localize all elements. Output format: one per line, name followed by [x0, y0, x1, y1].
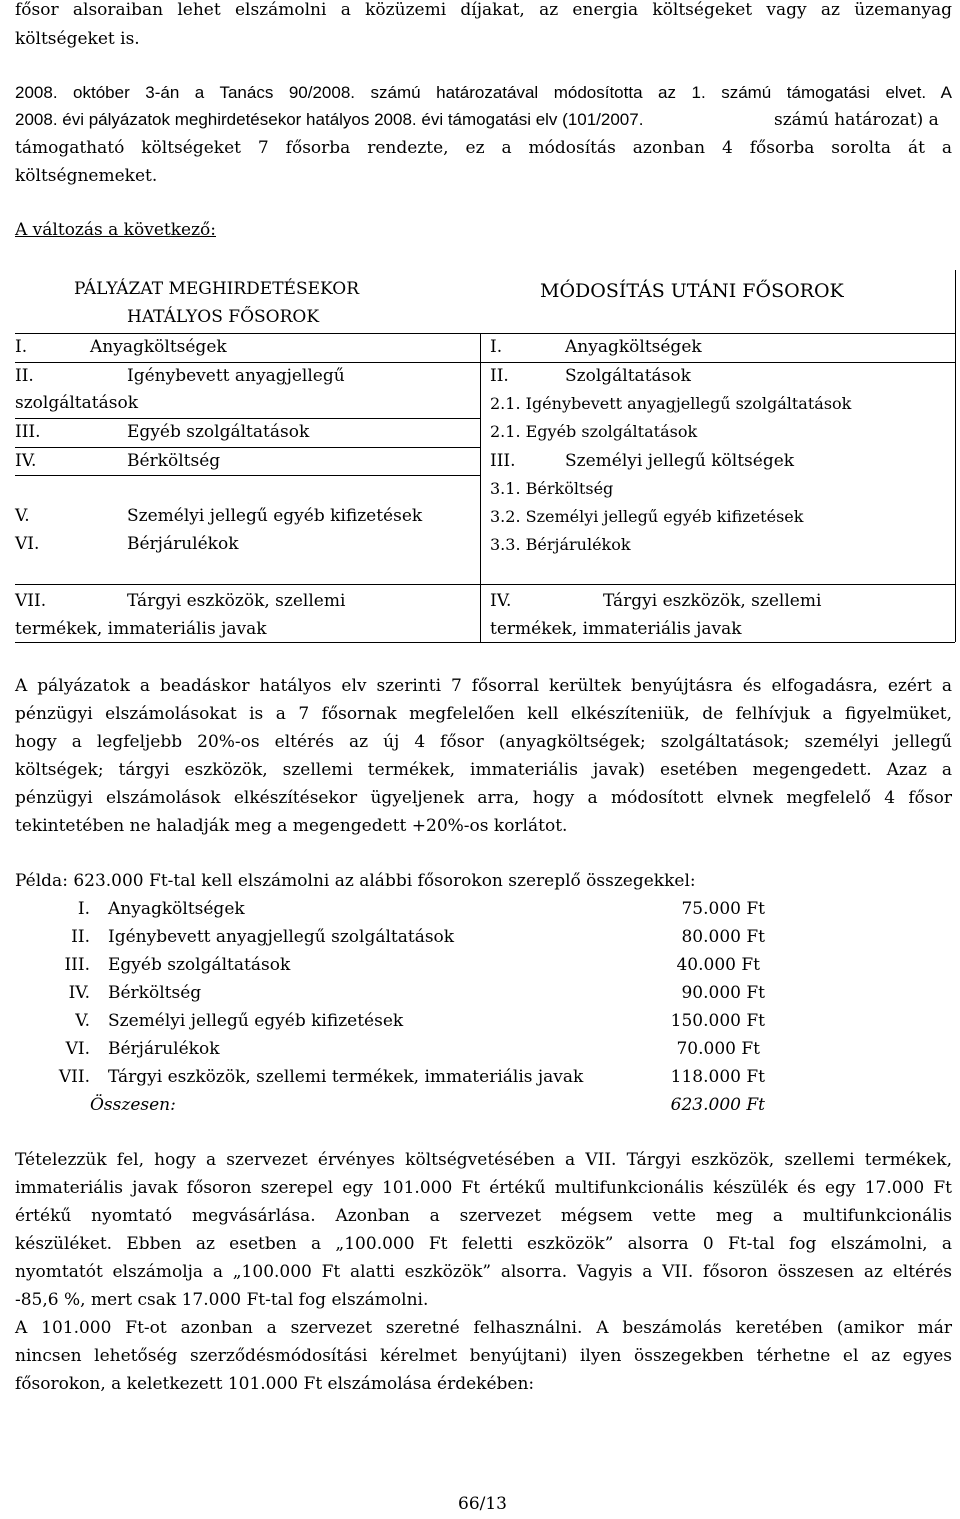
right-row-2-text: Szolgáltatások	[565, 366, 691, 386]
right-row-3-1: 3.1. Bérköltség	[490, 479, 614, 498]
left-header-line-2: HATÁLYOS FŐSOROK	[127, 307, 320, 327]
para2-line-1: 2008. október 3-án a Tanács 90/2008. számú határozatával módosította az 1. számú támogatási elvet. A	[15, 83, 952, 102]
para2-line-3: támogatható költségeket 7 fősorba rendezte, ez a módosítás azonban 4 fősorba sorolta át a	[15, 138, 952, 158]
example-row-label: Személyi jellegű egyéb kifizetések	[108, 1011, 404, 1031]
table-rule	[15, 642, 955, 643]
example-row-num: III.	[64, 955, 90, 975]
right-row-1-num: I.	[490, 337, 503, 357]
example-row-amount: 118.000 Ft	[670, 1067, 765, 1087]
para4-line: Tételezzük fel, hogy a szervezet érvényes költségvetésében a VII. Tárgyi eszközök, szellemi termékek,	[15, 1150, 952, 1170]
example-row-amount: 90.000 Ft	[681, 983, 765, 1003]
example-row-amount: 80.000 Ft	[681, 927, 765, 947]
table-divider	[480, 333, 481, 642]
left-row-7-text-2: termékek, immateriális javak	[15, 619, 267, 639]
table-rule	[15, 362, 955, 363]
left-row-2-num: II.	[15, 366, 34, 386]
left-row-6-num: VI.	[15, 534, 40, 554]
example-row-num: VII.	[58, 1067, 90, 1087]
example-row-num: I.	[77, 899, 90, 919]
para2-line-4: költségnemeket.	[15, 166, 158, 186]
para3-line: pénzügyi elszámolásokat is a 7 fősornak megfelelően kell elkészíteniük, de felhívjuk a figyelmüket,	[15, 704, 952, 724]
table-rule	[15, 418, 480, 419]
example-intro: Példa: 623.000 Ft-tal kell elszámolni az alábbi fősorokon szereplő összegekkel:	[15, 871, 696, 891]
left-row-6-text: Bérjárulékok	[127, 534, 239, 554]
para3-line: A pályázatok a beadáskor hatályos elv szerinti 7 fősorral kerültek benyújtásra és elfogadásra, ezért a	[15, 676, 952, 696]
example-row-label: Bérjárulékok	[108, 1039, 220, 1059]
table-border	[955, 270, 956, 642]
example-total-amount: 623.000 Ft	[670, 1095, 765, 1115]
example-row-num: IV.	[68, 983, 90, 1003]
example-row-label: Tárgyi eszközök, szellemi termékek, immateriális javak	[108, 1067, 584, 1087]
para4-line: készüléket. Ebben az esetben a „100.000 Ft feletti eszközök” alsorra 0 Ft-tal fog elszámolni, a	[15, 1234, 952, 1254]
example-row-label: Egyéb szolgáltatások	[108, 955, 291, 975]
para4-line: immateriális javak fősoron szerepel egy 101.000 Ft értékű multifunkcionális készülék és egy 17.000 Ft	[15, 1178, 952, 1198]
example-row-amount: 75.000 Ft	[681, 899, 765, 919]
example-row-amount: 40.000 Ft	[676, 955, 760, 975]
right-row-2-num: II.	[490, 366, 509, 386]
para4-line: nincsen lehetőség szerződésmódosítási kérelmet benyújtani) ilyen összegekben térhetne el az egyes	[15, 1346, 952, 1366]
para3-line: hogy a legfeljebb 20%-os eltérés az új 4 fősor (anyagköltségek; szolgáltatások; személyi jellegű	[15, 732, 952, 752]
right-row-4-num: IV.	[490, 591, 512, 611]
right-row-4-text-2: termékek, immateriális javak	[490, 619, 742, 639]
para2-line-2a: 2008. évi pályázatok meghirdetésekor hatályos 2008. évi támogatási elv (101/2007.	[15, 110, 644, 129]
table-rule	[15, 447, 480, 448]
left-row-1-num: I.	[15, 337, 28, 357]
example-row-label: Igénybevett anyagjellegű szolgáltatások	[108, 927, 455, 947]
left-row-4-text: Bérköltség	[127, 451, 221, 471]
table-rule	[15, 584, 955, 585]
right-row-2-2: 2.1. Egyéb szolgáltatások	[490, 422, 698, 441]
left-row-2-text: Igénybevett anyagjellegű	[127, 366, 345, 386]
para3-line: pénzügyi elszámolások elkészítésekor ügyeljenek arra, hogy a módosított elvnek megfelelő 4 fősor	[15, 788, 952, 808]
para3-line: tekintetében ne haladják meg a megengedett +20%-os korlátot.	[15, 816, 568, 836]
para4-line: fősorokon, a keletkezett 101.000 Ft elszámolása érdekében:	[15, 1374, 535, 1394]
example-row-label: Bérköltség	[108, 983, 202, 1003]
para4-line: nyomtatót elszámolja a „100.000 Ft alatti eszközök” alsorra. Vagyis a VII. fősoron összesen az eltérés	[15, 1262, 952, 1282]
example-row-amount: 150.000 Ft	[670, 1011, 765, 1031]
right-row-2-1: 2.1. Igénybevett anyagjellegű szolgáltatások	[490, 394, 852, 413]
change-heading: A változás a következő:	[15, 220, 216, 240]
example-row-amount: 70.000 Ft	[676, 1039, 760, 1059]
table-rule	[15, 333, 955, 334]
right-row-3-num: III.	[490, 451, 516, 471]
example-row-num: V.	[75, 1011, 90, 1031]
intro-line-1: fősor alsoraiban lehet elszámolni a közüzemi díjakat, az energia költségeket vagy az üzemanyag	[15, 0, 952, 20]
intro-line-2: költségeket is.	[15, 29, 140, 49]
page-number: 66/13	[458, 1494, 507, 1514]
left-row-4-num: IV.	[15, 451, 37, 471]
right-row-1-text: Anyagköltségek	[565, 337, 702, 357]
para4-line: A 101.000 Ft-ot azonban a szervezet szeretné felhasználni. A beszámolás keretében (amikor már	[15, 1318, 952, 1338]
para2-line-2b: számú határozat) a	[774, 110, 939, 130]
left-row-3-num: III.	[15, 422, 41, 442]
left-row-5-text: Személyi jellegű egyéb kifizetések	[127, 506, 423, 526]
example-row-label: Anyagköltségek	[108, 899, 245, 919]
example-total-label: Összesen:	[90, 1095, 176, 1115]
left-header-line-1: PÁLYÁZAT MEGHIRDETÉSEKOR	[74, 279, 359, 299]
example-row-num: II.	[71, 927, 90, 947]
para4-line: -85,6 %, mert csak 17.000 Ft-tal fog elszámolni.	[15, 1290, 429, 1310]
right-row-3-2: 3.2. Személyi jellegű egyéb kifizetések	[490, 507, 804, 526]
right-row-3-3: 3.3. Bérjárulékok	[490, 535, 631, 554]
left-row-5-num: V.	[15, 506, 30, 526]
left-row-7-text: Tárgyi eszközök, szellemi	[127, 591, 346, 611]
right-row-3-text: Személyi jellegű költségek	[565, 451, 795, 471]
table-rule	[15, 475, 480, 476]
right-row-4-text: Tárgyi eszközök, szellemi	[603, 591, 822, 611]
example-row-num: VI.	[65, 1039, 90, 1059]
left-row-1-text: Anyagköltségek	[90, 337, 227, 357]
para3-line: költségek; tárgyi eszközök, szellemi termékek, immateriális javak) esetében megengedett. Azaz a	[15, 760, 952, 780]
right-header: MÓDOSÍTÁS UTÁNI FŐSOROK	[540, 280, 844, 302]
para4-line: értékű nyomtató megvásárlása. Azonban a szervezet mégsem vette meg a multifunkcionális	[15, 1206, 952, 1226]
left-row-3-text: Egyéb szolgáltatások	[127, 422, 310, 442]
left-row-2-text-2: szolgáltatások	[15, 393, 139, 413]
left-row-7-num: VII.	[15, 591, 47, 611]
